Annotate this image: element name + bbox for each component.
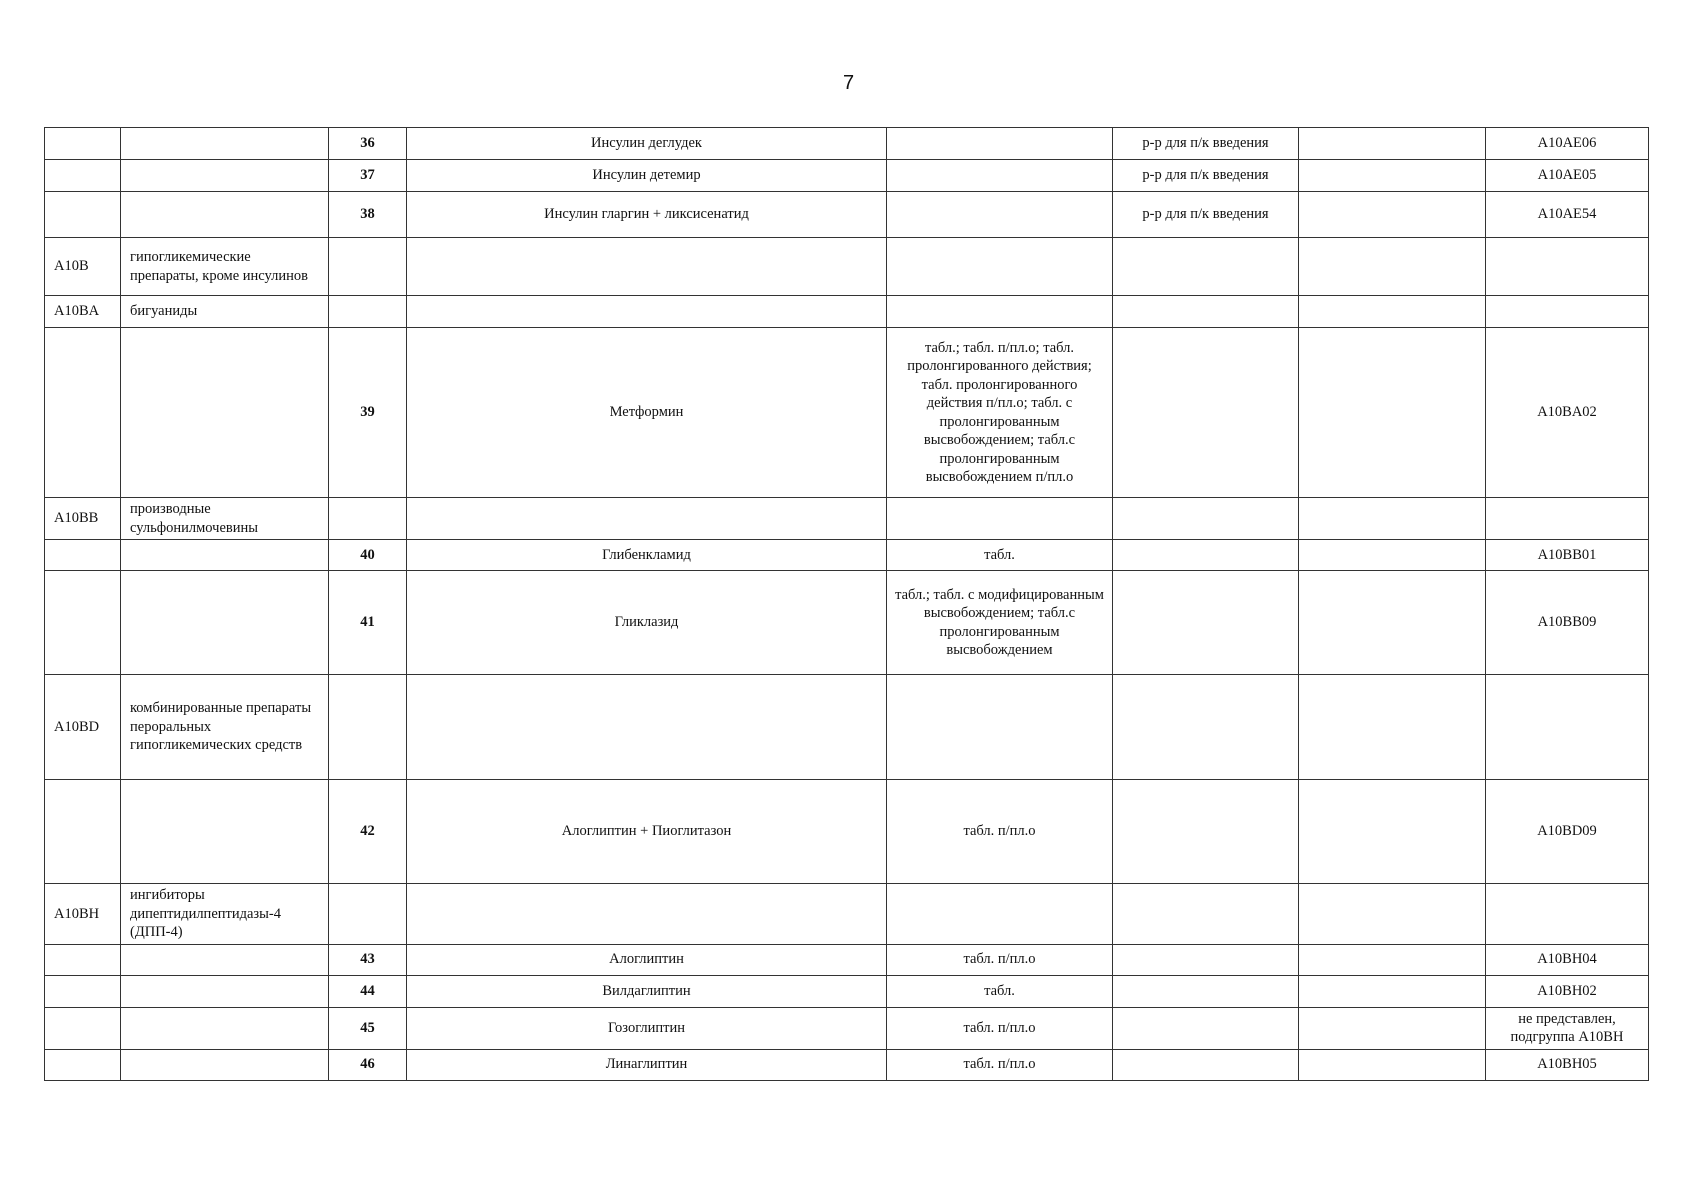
atc-code-cell bbox=[45, 1049, 121, 1080]
drug-name-cell: Глибенкламид bbox=[407, 540, 887, 571]
table-row bbox=[45, 780, 1649, 884]
atc-code-cell bbox=[45, 160, 121, 192]
empty-cell bbox=[1299, 192, 1486, 238]
table-row bbox=[45, 128, 1649, 160]
empty-cell bbox=[1299, 780, 1486, 884]
dosage-form-cell bbox=[887, 296, 1113, 328]
atc-code-cell bbox=[45, 128, 121, 160]
injection-form-cell: р-р для п/к введения bbox=[1113, 160, 1299, 192]
atc-code-cell bbox=[45, 780, 121, 884]
injection-form-cell bbox=[1113, 944, 1299, 975]
table-row bbox=[45, 975, 1649, 1007]
injection-form-cell bbox=[1113, 1049, 1299, 1080]
drug-name-cell: Вилдаглиптин bbox=[407, 975, 887, 1007]
injection-form-cell bbox=[1113, 1007, 1299, 1049]
injection-form-cell bbox=[1113, 328, 1299, 498]
group-name-cell bbox=[121, 540, 329, 571]
row-number-cell bbox=[329, 296, 407, 328]
drug-name-cell: Инсулин гларгин + ликсисенатид bbox=[407, 192, 887, 238]
row-number-cell bbox=[329, 884, 407, 945]
empty-cell bbox=[1299, 571, 1486, 675]
injection-form-cell bbox=[1113, 884, 1299, 945]
empty-cell bbox=[1299, 675, 1486, 780]
group-name-cell: ингибиторы дипептидилпептидазы-4 (ДПП-4) bbox=[121, 884, 329, 945]
row-number-cell: 40 bbox=[329, 540, 407, 571]
dosage-form-cell: табл. п/пл.о bbox=[887, 1007, 1113, 1049]
injection-form-cell: р-р для п/к введения bbox=[1113, 192, 1299, 238]
dosage-form-cell bbox=[887, 498, 1113, 540]
injection-form-cell bbox=[1113, 780, 1299, 884]
dosage-form-cell: табл.; табл. с модифицированным высвобождением; табл.с пролонгированным высвобождением bbox=[887, 571, 1113, 675]
table-row bbox=[45, 540, 1649, 571]
table-row bbox=[45, 192, 1649, 238]
group-name-cell: комбинированные препараты пероральных гипогликемических средств bbox=[121, 675, 329, 780]
dosage-form-cell: табл. bbox=[887, 540, 1113, 571]
group-name-cell: бигуаниды bbox=[121, 296, 329, 328]
dosage-form-cell bbox=[887, 675, 1113, 780]
group-name-cell bbox=[121, 192, 329, 238]
dosage-form-cell bbox=[887, 128, 1113, 160]
row-number-cell bbox=[329, 675, 407, 780]
empty-cell bbox=[1299, 1007, 1486, 1049]
drug-name-cell: Линаглиптин bbox=[407, 1049, 887, 1080]
dosage-form-cell: табл. п/пл.о bbox=[887, 944, 1113, 975]
injection-form-cell bbox=[1113, 571, 1299, 675]
atx-code-cell: A10BH02 bbox=[1486, 975, 1649, 1007]
table-row bbox=[45, 571, 1649, 675]
atc-code-cell: A10BH bbox=[45, 884, 121, 945]
row-number-cell: 37 bbox=[329, 160, 407, 192]
group-name-cell bbox=[121, 1049, 329, 1080]
atc-code-cell bbox=[45, 192, 121, 238]
dosage-form-cell: табл. п/пл.о bbox=[887, 780, 1113, 884]
empty-cell bbox=[1299, 1049, 1486, 1080]
table-body bbox=[45, 128, 1649, 1081]
dosage-form-cell bbox=[887, 192, 1113, 238]
atc-code-cell bbox=[45, 944, 121, 975]
atx-code-cell: A10AE54 bbox=[1486, 192, 1649, 238]
table-row bbox=[45, 498, 1649, 540]
injection-form-cell bbox=[1113, 498, 1299, 540]
dosage-form-cell: табл. п/пл.о bbox=[887, 1049, 1113, 1080]
atx-code-cell: A10BD09 bbox=[1486, 780, 1649, 884]
drug-table bbox=[44, 127, 1649, 1081]
table-row bbox=[45, 675, 1649, 780]
atx-code-cell: A10BA02 bbox=[1486, 328, 1649, 498]
drug-name-cell: Гликлазид bbox=[407, 571, 887, 675]
injection-form-cell bbox=[1113, 675, 1299, 780]
atx-code-cell: A10AE06 bbox=[1486, 128, 1649, 160]
atx-code-cell bbox=[1486, 498, 1649, 540]
atx-code-cell bbox=[1486, 884, 1649, 945]
empty-cell bbox=[1299, 884, 1486, 945]
table-row bbox=[45, 1049, 1649, 1080]
row-number-cell: 44 bbox=[329, 975, 407, 1007]
atc-code-cell: A10BB bbox=[45, 498, 121, 540]
group-name-cell: производные сульфонилмочевины bbox=[121, 498, 329, 540]
group-name-cell bbox=[121, 944, 329, 975]
empty-cell bbox=[1299, 540, 1486, 571]
atc-code-cell: A10B bbox=[45, 238, 121, 296]
row-number-cell: 46 bbox=[329, 1049, 407, 1080]
dosage-form-cell: табл. bbox=[887, 975, 1113, 1007]
table-row bbox=[45, 944, 1649, 975]
row-number-cell: 39 bbox=[329, 328, 407, 498]
atx-code-cell: не представлен, подгруппа A10BH bbox=[1486, 1007, 1649, 1049]
drug-name-cell bbox=[407, 884, 887, 945]
empty-cell bbox=[1299, 498, 1486, 540]
empty-cell bbox=[1299, 328, 1486, 498]
row-number-cell: 36 bbox=[329, 128, 407, 160]
table-row bbox=[45, 160, 1649, 192]
injection-form-cell bbox=[1113, 540, 1299, 571]
atc-code-cell bbox=[45, 571, 121, 675]
atx-code-cell: A10BB09 bbox=[1486, 571, 1649, 675]
empty-cell bbox=[1299, 160, 1486, 192]
table-row bbox=[45, 1007, 1649, 1049]
atc-code-cell bbox=[45, 328, 121, 498]
table-row bbox=[45, 296, 1649, 328]
atx-code-cell: A10BB01 bbox=[1486, 540, 1649, 571]
group-name-cell bbox=[121, 780, 329, 884]
atc-code-cell: A10BA bbox=[45, 296, 121, 328]
empty-cell bbox=[1299, 238, 1486, 296]
atx-code-cell bbox=[1486, 238, 1649, 296]
drug-name-cell bbox=[407, 296, 887, 328]
group-name-cell bbox=[121, 975, 329, 1007]
atx-code-cell: A10BH05 bbox=[1486, 1049, 1649, 1080]
page-number: 7 bbox=[842, 72, 855, 94]
atc-code-cell bbox=[45, 1007, 121, 1049]
atc-code-cell bbox=[45, 540, 121, 571]
drug-name-cell bbox=[407, 498, 887, 540]
drug-name-cell bbox=[407, 675, 887, 780]
dosage-form-cell bbox=[887, 160, 1113, 192]
drug-name-cell: Инсулин деглудек bbox=[407, 128, 887, 160]
injection-form-cell bbox=[1113, 975, 1299, 1007]
empty-cell bbox=[1299, 975, 1486, 1007]
group-name-cell bbox=[121, 1007, 329, 1049]
row-number-cell: 42 bbox=[329, 780, 407, 884]
group-name-cell bbox=[121, 571, 329, 675]
drug-name-cell: Метформин bbox=[407, 328, 887, 498]
dosage-form-cell: табл.; табл. п/пл.о; табл. пролонгированного действия; табл. пролонгированного действия п/пл.о; табл. с пролонгированным высвобождением; табл.с пролонгированным высвобождением п/пл.о bbox=[887, 328, 1113, 498]
drug-name-cell: Алоглиптин bbox=[407, 944, 887, 975]
row-number-cell bbox=[329, 238, 407, 296]
atc-code-cell bbox=[45, 975, 121, 1007]
group-name-cell bbox=[121, 160, 329, 192]
group-name-cell: гипогликемические препараты, кроме инсулинов bbox=[121, 238, 329, 296]
empty-cell bbox=[1299, 296, 1486, 328]
empty-cell bbox=[1299, 944, 1486, 975]
row-number-cell: 43 bbox=[329, 944, 407, 975]
drug-name-cell: Гозоглиптин bbox=[407, 1007, 887, 1049]
injection-form-cell bbox=[1113, 296, 1299, 328]
dosage-form-cell bbox=[887, 884, 1113, 945]
row-number-cell: 38 bbox=[329, 192, 407, 238]
row-number-cell: 45 bbox=[329, 1007, 407, 1049]
empty-cell bbox=[1299, 128, 1486, 160]
table-row bbox=[45, 884, 1649, 945]
group-name-cell bbox=[121, 328, 329, 498]
drug-name-cell: Алоглиптин + Пиоглитазон bbox=[407, 780, 887, 884]
atc-code-cell: A10BD bbox=[45, 675, 121, 780]
group-name-cell bbox=[121, 128, 329, 160]
drug-name-cell: Инсулин детемир bbox=[407, 160, 887, 192]
row-number-cell bbox=[329, 498, 407, 540]
injection-form-cell: р-р для п/к введения bbox=[1113, 128, 1299, 160]
table-row bbox=[45, 328, 1649, 498]
atx-code-cell: A10BH04 bbox=[1486, 944, 1649, 975]
atx-code-cell bbox=[1486, 296, 1649, 328]
atx-code-cell: A10AE05 bbox=[1486, 160, 1649, 192]
row-number-cell: 41 bbox=[329, 571, 407, 675]
injection-form-cell bbox=[1113, 238, 1299, 296]
dosage-form-cell bbox=[887, 238, 1113, 296]
drug-name-cell bbox=[407, 238, 887, 296]
atx-code-cell bbox=[1486, 675, 1649, 780]
table-row bbox=[45, 238, 1649, 296]
